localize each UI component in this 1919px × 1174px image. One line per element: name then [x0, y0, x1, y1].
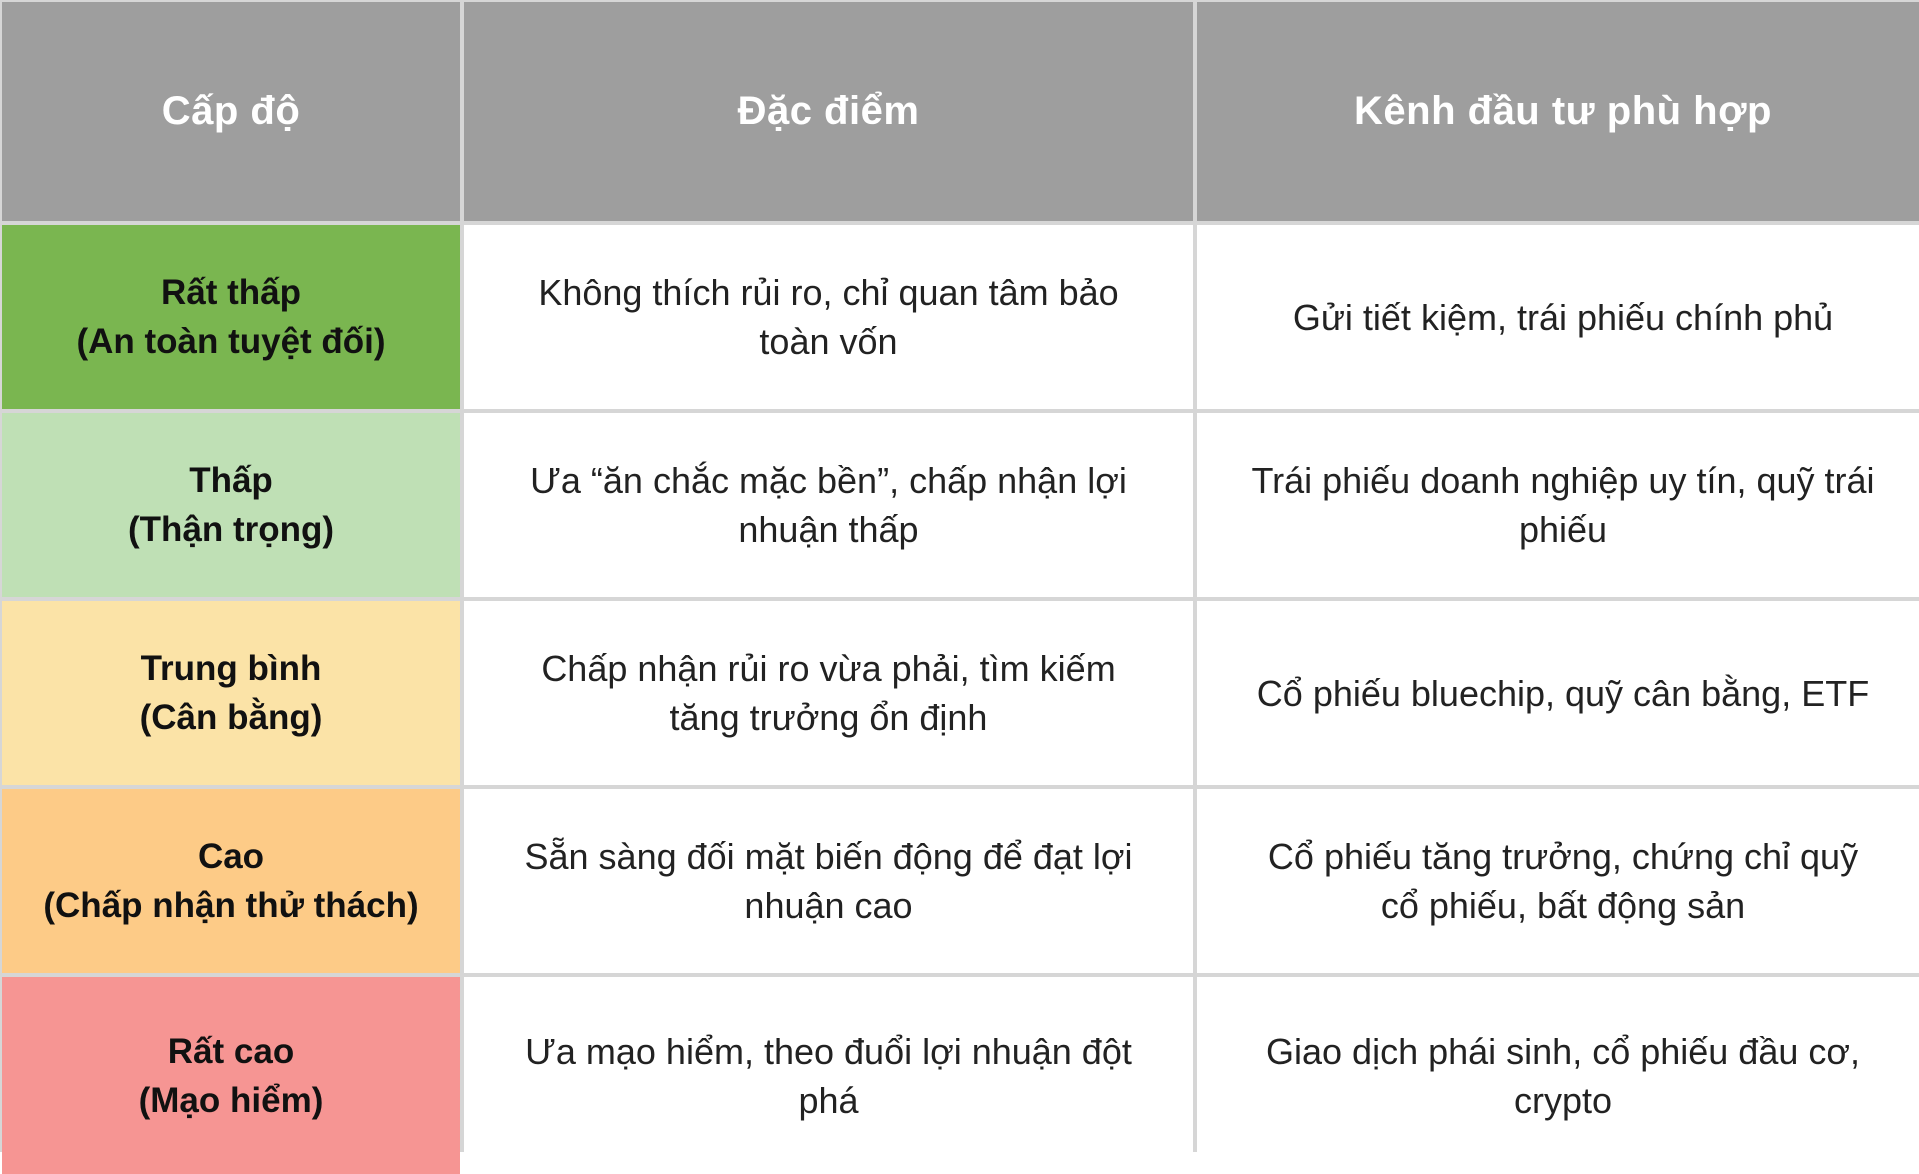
traits-medium: Chấp nhận rủi ro vừa phải, tìm kiếm tăng trưởng ổn định: [464, 601, 1193, 785]
channels-high: Cổ phiếu tăng trưởng, chứng chỉ quỹ cổ phiếu, bất động sản: [1197, 789, 1919, 973]
channels-low: Trái phiếu doanh nghiệp uy tín, quỹ trái phiếu: [1197, 413, 1919, 597]
level-very-high: Rất cao (Mạo hiểm): [2, 977, 460, 1174]
channels-very-high: Giao dịch phái sinh, cổ phiếu đầu cơ, crypto: [1197, 977, 1919, 1174]
traits-very-low: Không thích rủi ro, chỉ quan tâm bảo toàn vốn: [464, 225, 1193, 409]
level-low: Thấp (Thận trọng): [2, 413, 460, 597]
header-level: Cấp độ: [2, 2, 460, 221]
level-medium: Trung bình (Cân bằng): [2, 601, 460, 785]
level-very-low: Rất thấp (An toàn tuyệt đối): [2, 225, 460, 409]
level-high: Cao (Chấp nhận thử thách): [2, 789, 460, 973]
header-channels: Kênh đầu tư phù hợp: [1197, 2, 1919, 221]
traits-very-high: Ưa mạo hiểm, theo đuổi lợi nhuận đột phá: [464, 977, 1193, 1174]
header-traits: Đặc điểm: [464, 2, 1193, 221]
traits-high: Sẵn sàng đối mặt biến động để đạt lợi nhuận cao: [464, 789, 1193, 973]
channels-medium: Cổ phiếu bluechip, quỹ cân bằng, ETF: [1197, 601, 1919, 785]
channels-very-low: Gửi tiết kiệm, trái phiếu chính phủ: [1197, 225, 1919, 409]
traits-low: Ưa “ăn chắc mặc bền”, chấp nhận lợi nhuận thấp: [464, 413, 1193, 597]
